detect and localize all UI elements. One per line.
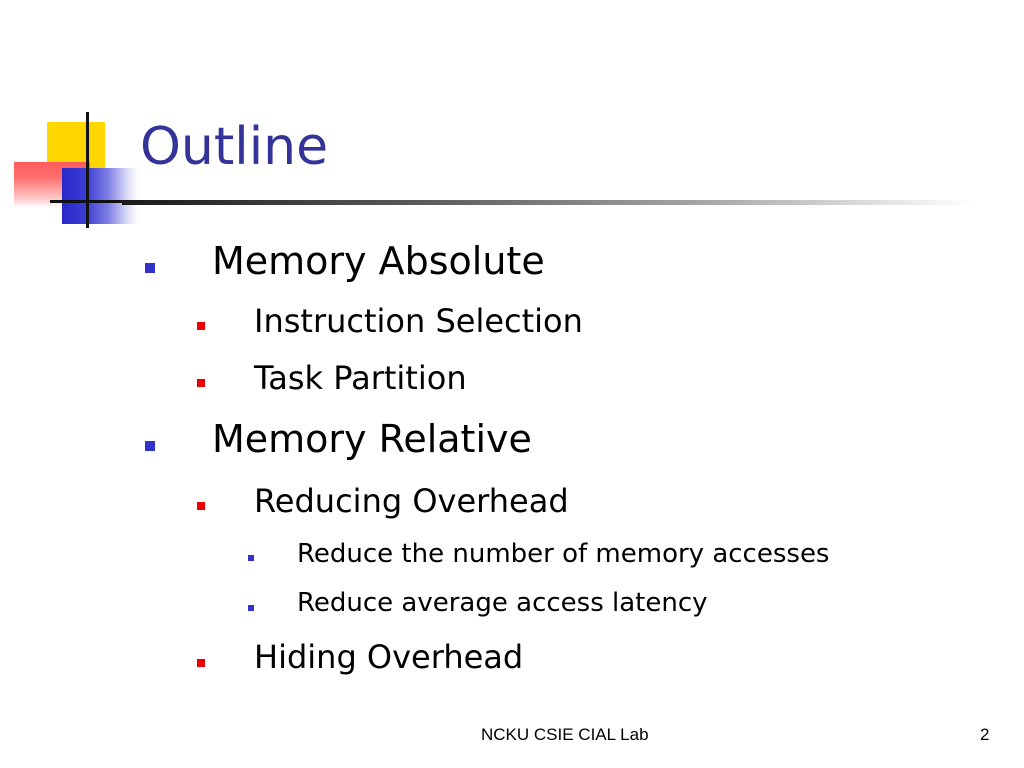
bullet-level1-icon: [145, 441, 155, 451]
bullet-level2-icon: [197, 379, 205, 387]
slide-title: Outline: [140, 117, 329, 177]
outline-item-level2: Task Partition: [254, 359, 467, 397]
bullet-level2-icon: [197, 502, 205, 510]
logo-horizontal-line: [50, 200, 122, 203]
outline-item-level3: Reduce average access latency: [297, 588, 708, 618]
logo-vertical-line: [86, 112, 89, 228]
outline-item-level2: Reducing Overhead: [254, 482, 569, 520]
bullet-level1-icon: [145, 263, 155, 273]
bullet-level3-icon: [248, 555, 254, 561]
bullet-level3-icon: [248, 605, 254, 611]
page-number: 2: [980, 725, 990, 744]
footer-text: NCKU CSIE CIAL Lab: [481, 725, 649, 744]
title-underline: [122, 200, 972, 205]
outline-item-level1: Memory Relative: [212, 417, 532, 461]
outline-item-level3: Reduce the number of memory accesses: [297, 539, 830, 569]
outline-item-level2: Instruction Selection: [254, 302, 583, 340]
bullet-level2-icon: [197, 322, 205, 330]
outline-item-level1: Memory Absolute: [212, 239, 545, 283]
bullet-level2-icon: [197, 659, 205, 667]
outline-item-level2: Hiding Overhead: [254, 638, 524, 676]
logo-blue-gradient-block: [62, 168, 138, 224]
